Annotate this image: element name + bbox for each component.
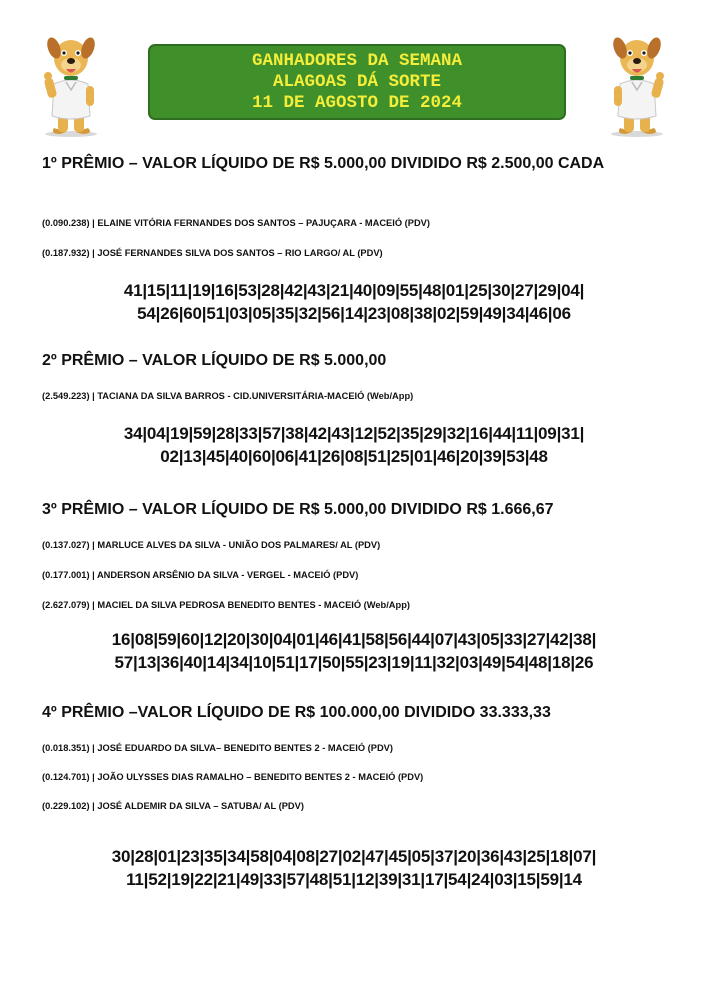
- prize-4-winner: (0.124.701) | JOÃO ULYSSES DIAS RAMALHO – BENEDITO BENTES 2 - MACEIÓ (PDV): [42, 772, 424, 782]
- prize-3-numbers: [42, 628, 666, 674]
- prize-3-winner: (0.137.027) | MARLUCE ALVES DA SILVA - UNIÃO DOS PALMARES/ AL (PDV): [42, 540, 381, 550]
- header-title: GANHADORES DA SEMANA: [251, 51, 463, 71]
- prize-2-title: 2º PRÊMIO – VALOR LÍQUIDO DE R$ 5.000,00: [42, 352, 387, 369]
- prize-2-numbers: [42, 422, 666, 468]
- prize-1-title: 1º PRÊMIO – VALOR LÍQUIDO DE R$ 5.000,00 DIVIDIDO R$ 2.500,00 CADA: [42, 155, 605, 172]
- numbers-line: 02|13|45|40|60|06|41|26|08|51|25|01|46|20|39|53|48: [160, 447, 548, 466]
- prize-2-winner: (2.549.223) | TACIANA DA SILVA BARROS - CID.UNIVERSITÁRIA-MACEIÓ (Web/App): [42, 391, 414, 401]
- prize-4-winner: (0.018.351) | JOSÉ EDUARDO DA SILVA– BENEDITO BENTES 2 - MACEIÓ (PDV): [42, 743, 393, 753]
- dog-mascot-icon: [606, 32, 668, 138]
- numbers-line: 16|08|59|60|12|20|30|04|01|46|41|58|56|44|07|43|05|33|27|42|38|: [111, 630, 597, 649]
- numbers-line: 57|13|36|40|14|34|10|51|17|50|55|23|19|11|32|03|49|54|48|18|26: [114, 653, 594, 672]
- prize-1-winner: (0.090.238) | ELAINE VITÓRIA FERNANDES DOS SANTOS – PAJUÇARA - MACEIÓ (PDV): [42, 218, 430, 228]
- header-date: 11 DE AGOSTO DE 2024: [251, 93, 463, 113]
- numbers-line: 11|52|19|22|21|49|33|57|48|51|12|39|31|17|54|24|03|15|59|14: [126, 870, 582, 889]
- numbers-line: 41|15|11|19|16|53|28|42|43|21|40|09|55|48|01|25|30|27|29|04|: [123, 281, 585, 300]
- header-subtitle: ALAGOAS DÁ SORTE: [272, 72, 442, 92]
- dog-mascot-icon: [40, 32, 102, 138]
- numbers-line: 54|26|60|51|03|05|35|32|56|14|23|08|38|02|59|49|34|46|06: [137, 304, 571, 323]
- prize-1-winner: (0.187.932) | JOSÉ FERNANDES SILVA DOS SANTOS – RIO LARGO/ AL (PDV): [42, 248, 383, 258]
- numbers-line: 34|04|19|59|28|33|57|38|42|43|12|52|35|29|32|16|44|11|09|31|: [123, 424, 585, 443]
- prize-4-numbers: [42, 845, 666, 891]
- prize-3-winner: (2.627.079) | MACIEL DA SILVA PEDROSA BENEDITO BENTES - MACEIÓ (Web/App): [42, 600, 410, 610]
- numbers-line: 30|28|01|23|35|34|58|04|08|27|02|47|45|05|37|20|36|43|25|18|07|: [111, 847, 597, 866]
- prize-4-title: 4º PRÊMIO –VALOR LÍQUIDO DE R$ 100.000,00 DIVIDIDO 33.333,33: [42, 704, 551, 721]
- prize-1-numbers: [42, 279, 666, 325]
- prize-3-winner: (0.177.001) | ANDERSON ARSÊNIO DA SILVA - VERGEL - MACEIÓ (PDV): [42, 570, 359, 580]
- prize-4-winner: (0.229.102) | JOSÉ ALDEMIR DA SILVA – SATUBA/ AL (PDV): [42, 801, 304, 811]
- header-banner: [148, 44, 566, 120]
- prize-3-title: 3º PRÊMIO – VALOR LÍQUIDO DE R$ 5.000,00 DIVIDIDO R$ 1.666,67: [42, 501, 554, 518]
